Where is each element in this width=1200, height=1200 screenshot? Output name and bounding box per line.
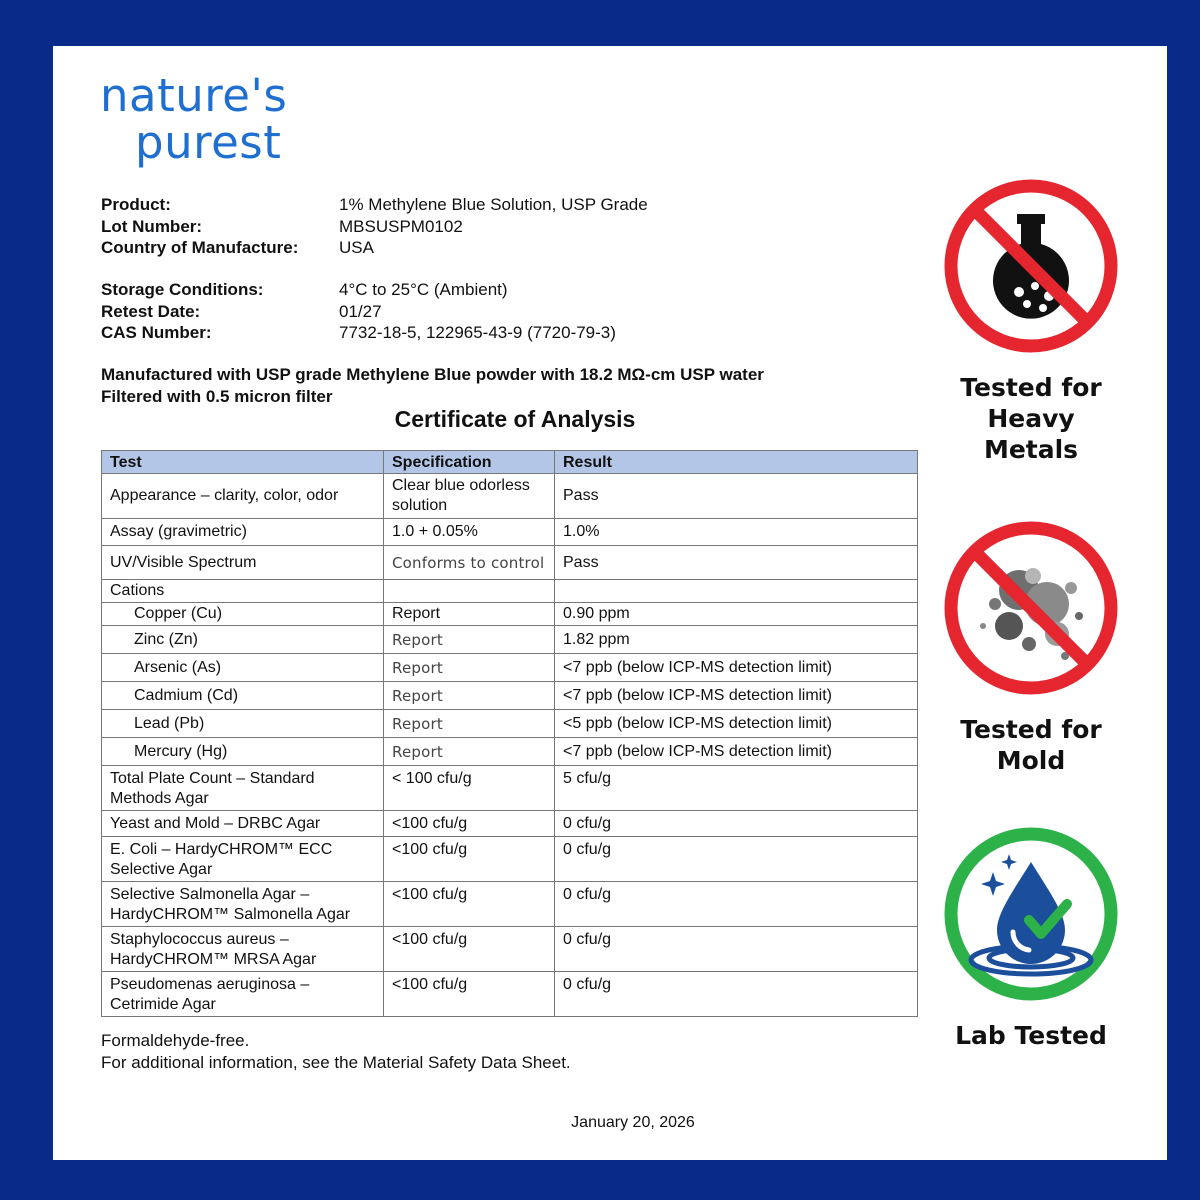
cell-spec: Report (384, 682, 555, 710)
flask-prohibited-icon (939, 174, 1123, 358)
header-test: Test (102, 451, 384, 474)
info-value: MBSUSPM0102 (339, 216, 463, 236)
badge-caption-line-2: Mold (996, 746, 1066, 775)
cell-result: 0 cfu/g (555, 927, 918, 972)
header-specification: Specification (384, 451, 555, 474)
cell-test: Staphylococcus aureus – HardyCHROM™ MRSA Agar (102, 927, 384, 972)
cell-test: Pseudomenas aeruginosa – Cetrimide Agar (102, 972, 384, 1017)
cell-spec: Clear blue odorless solution (384, 474, 555, 519)
cell-spec: Report (384, 603, 555, 626)
cell-result: 5 cfu/g (555, 766, 918, 811)
table-row (102, 738, 918, 766)
table-row (102, 811, 918, 837)
cell-test: UV/Visible Spectrum (102, 546, 384, 580)
cell-test: Arsenic (As) (102, 654, 384, 682)
manufacturing-line-1: Manufactured with USP grade Methylene Blue powder with 18.2 MΩ-cm USP water (101, 365, 764, 384)
badge-heavy-metals (939, 174, 1123, 465)
brand-logo (100, 69, 288, 169)
badge-mold (939, 516, 1123, 776)
cell-result: <5 ppb (below ICP-MS detection limit) (555, 710, 918, 738)
header-result: Result (555, 451, 918, 474)
badge-caption (939, 714, 1123, 776)
cell-result: <7 ppb (below ICP-MS detection limit) (555, 738, 918, 766)
cell-result: 0 cfu/g (555, 972, 918, 1017)
badge-caption-line-2: Heavy Metals (983, 404, 1079, 464)
table-row (102, 927, 918, 972)
info-label: CAS Number: (101, 323, 212, 342)
table-header-row (102, 451, 918, 474)
cell-test: Cadmium (Cd) (102, 682, 384, 710)
table-row (102, 546, 918, 580)
badge-caption-line-1: Tested for (960, 715, 1102, 744)
cell-spec (384, 580, 555, 603)
cell-result: <7 ppb (below ICP-MS detection limit) (555, 654, 918, 682)
cell-test: Appearance – clarity, color, odor (102, 474, 384, 519)
cell-result: 0.90 ppm (555, 603, 918, 626)
cell-test: Yeast and Mold – DRBC Agar (102, 811, 384, 837)
cell-spec: Report (384, 738, 555, 766)
cell-result: 0 cfu/g (555, 882, 918, 927)
cell-result: Pass (555, 474, 918, 519)
cell-result: Pass (555, 546, 918, 580)
cell-test: Mercury (Hg) (102, 738, 384, 766)
badge-caption-line-1: Lab Tested (955, 1021, 1107, 1050)
info-label: Storage Conditions: (101, 280, 264, 299)
cell-spec: Report (384, 626, 555, 654)
brand-line-1: nature's (100, 69, 288, 122)
note-line-1: Formaldehyde-free. (101, 1031, 250, 1050)
cell-test: Cations (102, 580, 384, 603)
cell-result: 1.82 ppm (555, 626, 918, 654)
table-row (102, 603, 918, 626)
info-label: Lot Number: (101, 216, 203, 236)
info-value: 7732-18-5, 122965-43-9 (7720-79-3) (339, 323, 616, 342)
cell-result (555, 580, 918, 603)
note-line-2: For additional information, see the Material Safety Data Sheet. (101, 1053, 571, 1072)
cell-result: 0 cfu/g (555, 837, 918, 882)
cell-test: E. Coli – HardyCHROM™ ECC Selective Agar (102, 837, 384, 882)
badge-lab-tested (939, 822, 1123, 1051)
info-label: Product: (101, 195, 171, 214)
table-row (102, 654, 918, 682)
cell-spec: 1.0 + 0.05% (384, 519, 555, 546)
cell-test: Zinc (Zn) (102, 626, 384, 654)
cell-spec: <100 cfu/g (384, 837, 555, 882)
cell-test: Selective Salmonella Agar – HardyCHROM™ Salmonella Agar (102, 882, 384, 927)
cell-spec: Report (384, 710, 555, 738)
table-row (102, 682, 918, 710)
table-row (102, 972, 918, 1017)
brand-line-2: purest (135, 116, 282, 169)
table-row (102, 710, 918, 738)
analysis-table (101, 450, 918, 1017)
info-value: 1% Methylene Blue Solution, USP Grade (339, 195, 648, 214)
mold-prohibited-icon (939, 516, 1123, 700)
cell-spec: <100 cfu/g (384, 927, 555, 972)
table-row (102, 580, 918, 603)
table-row (102, 837, 918, 882)
cell-test: Total Plate Count – Standard Methods Agar (102, 766, 384, 811)
table-row (102, 474, 918, 519)
info-value: 01/27 (339, 301, 382, 321)
certificate-title: Certificate of Analysis (394, 406, 636, 432)
cell-test: Copper (Cu) (102, 603, 384, 626)
table-row (102, 766, 918, 811)
cell-test: Assay (gravimetric) (102, 519, 384, 546)
badge-caption (939, 372, 1123, 465)
manufacturing-line-2: Filtered with 0.5 micron filter (101, 386, 333, 406)
cell-result: 0 cfu/g (555, 811, 918, 837)
table-row (102, 882, 918, 927)
cell-result: 1.0% (555, 519, 918, 546)
badge-caption-line-1: Tested for (960, 373, 1102, 402)
footer-notes (101, 1030, 571, 1074)
cell-result: <7 ppb (below ICP-MS detection limit) (555, 682, 918, 710)
table-row (102, 519, 918, 546)
badge-caption (939, 1020, 1123, 1051)
info-label: Retest Date: (101, 301, 201, 321)
cell-test: Lead (Pb) (102, 710, 384, 738)
cell-spec: <100 cfu/g (384, 972, 555, 1017)
info-value: USA (339, 238, 374, 257)
cell-spec: <100 cfu/g (384, 811, 555, 837)
cell-spec: < 100 cfu/g (384, 766, 555, 811)
cell-spec: Conforms to control (384, 546, 555, 580)
info-value: 4°C to 25°C (Ambient) (339, 280, 508, 299)
cell-spec: Report (384, 654, 555, 682)
info-label: Country of Manufacture: (101, 238, 299, 257)
cell-spec: <100 cfu/g (384, 882, 555, 927)
document-date: January 20, 2026 (571, 1114, 695, 1131)
water-drop-check-icon (939, 822, 1123, 1006)
table-row (102, 626, 918, 654)
manufacturing-note (101, 364, 764, 407)
certificate-sheet (53, 46, 1167, 1160)
